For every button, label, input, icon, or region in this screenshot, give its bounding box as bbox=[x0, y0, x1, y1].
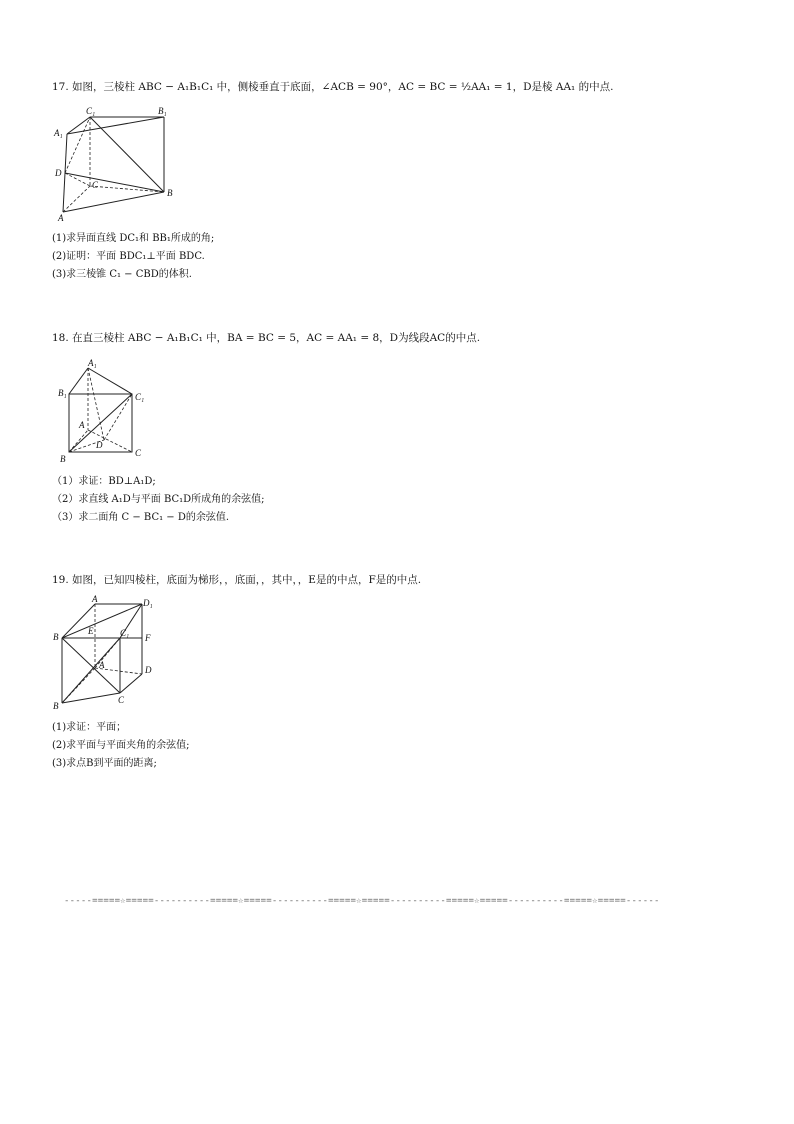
q19-figure bbox=[52, 596, 162, 711]
q19-sub1: (1)求证：平面； bbox=[52, 722, 127, 733]
q19-label-d1: D₁ bbox=[143, 598, 153, 608]
q19-label-e: E bbox=[88, 626, 94, 636]
q19-sub3: (3)求点B到平面的距离; bbox=[52, 758, 157, 769]
q18-stem: 18. 在直三棱柱 ABC − A₁B₁C₁ 中，BA = BC = 5，AC = AA₁ = 8，D为线段AC的中点. bbox=[52, 332, 481, 344]
q17-label-a: A bbox=[58, 213, 64, 223]
q19-label-b1: B bbox=[53, 632, 59, 642]
q17-label-d: D bbox=[55, 168, 62, 178]
q17-sub2: (2)证明：平面 BDC₁⊥平面 BDC. bbox=[52, 251, 205, 262]
page-separator: -----=====☆=====----------=====☆=====----------=====☆=====----------=====☆=====----------=====☆=====------ bbox=[64, 896, 660, 906]
q18-label-b: B bbox=[60, 454, 66, 464]
q19-stem: 19. 如图，已知四棱柱，底面为梯形，，底面，，其中，，E是的中点，F是的中点. bbox=[52, 574, 422, 586]
q19-label-d: D bbox=[145, 665, 152, 675]
q19-label-c: C bbox=[118, 695, 125, 705]
q17-sub1: (1)求异面直线 DC₁和 BB₁所成的角; bbox=[52, 233, 215, 244]
q17-label-b1: B₁ bbox=[158, 106, 167, 116]
q17-label-c1: C₁ bbox=[86, 106, 96, 116]
q19-label-f: F bbox=[145, 633, 151, 643]
q17-sub3: (3)求三棱锥 C₁ − CBD的体积. bbox=[52, 269, 192, 280]
q17-label-c: C bbox=[92, 180, 99, 190]
q18-label-a: A bbox=[79, 420, 85, 430]
q18-label-b1: B₁ bbox=[58, 388, 67, 398]
q18-sub1: （1）求证：BD⊥A₁D; bbox=[52, 476, 156, 487]
q18-label-a1: A₁ bbox=[88, 358, 97, 368]
q18-sub2: （2）求直线 A₁D与平面 BC₁D所成角的余弦值; bbox=[52, 494, 265, 505]
q19-sub2: (2)求平面与平面夹角的余弦值; bbox=[52, 740, 190, 751]
q18-label-c: C bbox=[135, 448, 142, 458]
q19-label-a1: A bbox=[92, 594, 98, 604]
q18-label-d: D bbox=[96, 440, 103, 450]
q19-label-a: A bbox=[99, 660, 105, 670]
q17-figure bbox=[52, 108, 182, 223]
q18-sub3: （3）求二面角 C − BC₁ − D的余弦值. bbox=[52, 512, 230, 523]
q19-label-b: B bbox=[53, 701, 59, 711]
q17-label-a1: A₁ bbox=[54, 128, 63, 138]
q17-stem: 17. 如图，三棱柱 ABC − A₁B₁C₁ 中，侧棱垂直于底面，∠ACB = 90°，AC = BC = ½AA₁ = 1，D是棱 AA₁ 的中点. bbox=[52, 81, 614, 93]
q17-label-b: B bbox=[167, 188, 173, 198]
q18-figure bbox=[56, 356, 156, 466]
q18-label-c1: C₁ bbox=[135, 392, 145, 402]
q19-label-c1: C₁ bbox=[120, 628, 130, 638]
